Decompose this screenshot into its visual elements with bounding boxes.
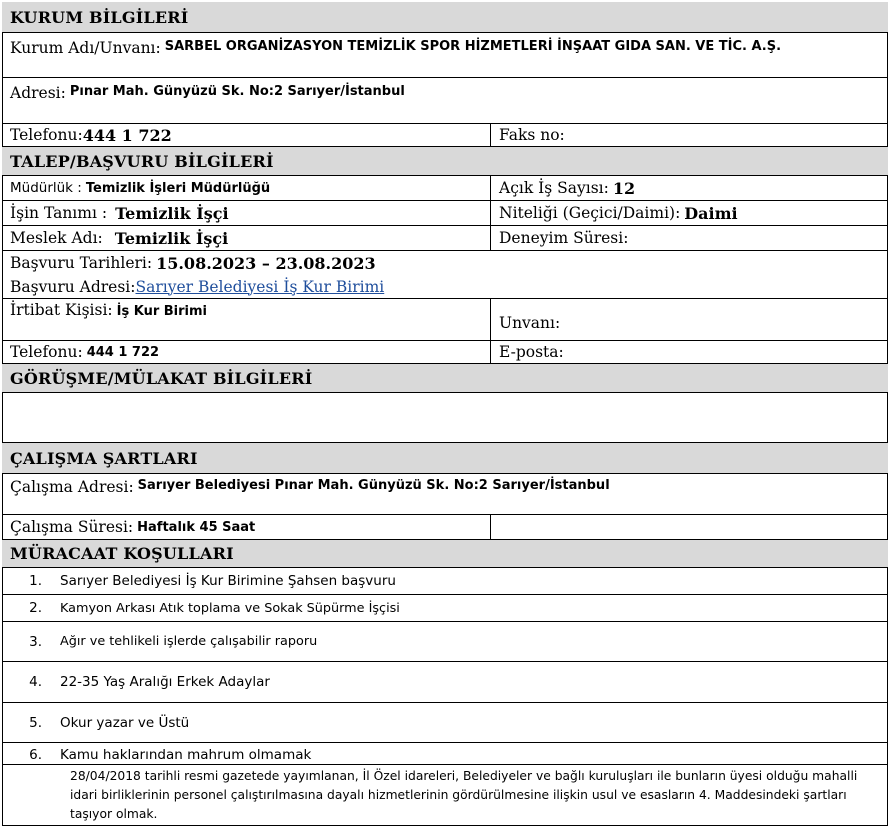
mudurluk-cell	[2, 176, 490, 200]
talep-irtibat-row	[2, 299, 888, 341]
tarihler-label: Başvuru Tarihleri:	[10, 254, 153, 272]
basvuru-adres-label: Başvuru Adresi:	[10, 277, 136, 296]
section-title: GÖRÜŞME/MÜLAKAT BİLGİLERİ	[10, 368, 313, 388]
calisma-adres-cell	[2, 474, 888, 514]
isin-tanimi-cell	[2, 201, 490, 225]
kurum-faks-label: Faks no:	[499, 126, 565, 144]
muracaat-note-row	[2, 765, 888, 826]
list-item-number: 4.	[29, 674, 42, 690]
section-title: TALEP/BAŞVURU BİLGİLERİ	[10, 151, 274, 171]
meslek-value: Temizlik İşçi	[114, 228, 229, 248]
irtibat-label: İrtibat Kişisi:	[10, 301, 113, 319]
isin-tanimi-label: İşin Tanımı :	[10, 204, 108, 222]
kurum-ad-label: Kurum Adı/Unvanı:	[10, 39, 161, 57]
talep-tarihler-row	[2, 251, 888, 275]
deneyim-label: Deneyim Süresi:	[499, 229, 629, 247]
list-item-text: Okur yazar ve Üstü	[60, 714, 190, 731]
section-header-muracaat	[2, 540, 888, 568]
list-item-cell	[2, 568, 888, 594]
list-item-number: 1.	[29, 573, 42, 589]
section-title: ÇALIŞMA ŞARTLARI	[10, 448, 198, 468]
irtibat-cell	[2, 299, 490, 340]
calisma-adres-value: Sarıyer Belediyesi Pınar Mah. Günyüzü Sk. No:2 Sarıyer/İstanbul	[137, 478, 610, 493]
calisma-sure-label: Çalışma Süresi:	[10, 518, 134, 536]
calisma-adres-row	[2, 474, 888, 515]
section-title: KURUM BİLGİLERİ	[10, 7, 189, 27]
talep-mudurluk-row	[2, 176, 888, 201]
kurum-adres-label: Adresi:	[10, 84, 66, 102]
list-item-text: Ağır ve tehlikeli işlerde çalışabilir raporu	[60, 634, 318, 649]
calisma-saatleri-cell	[490, 515, 888, 539]
niteligi-value: Daimi	[684, 203, 738, 223]
calisma-sure-cell	[2, 515, 490, 539]
talep-telefon-value: 444 1 722	[86, 344, 160, 360]
kurum-ad-row	[2, 33, 888, 78]
acik-is-label: Açık İş Sayısı:	[499, 179, 609, 197]
list-item-number: 6.	[29, 747, 42, 763]
mudurluk-label: Müdürlük :	[10, 180, 82, 196]
list-item-number: 5.	[29, 714, 42, 731]
list-item-text: Kamyon Arkası Atık toplama ve Sokak Süpürme İşçisi	[60, 600, 400, 616]
deneyim-cell	[490, 226, 888, 250]
kurum-adres-cell	[2, 78, 888, 123]
kurum-adres-value: Pınar Mah. Günyüzü Sk. No:2 Sarıyer/İstanbul	[69, 84, 405, 99]
tarihler-cell	[2, 251, 888, 275]
list-item-number: 2.	[29, 600, 42, 616]
talep-telefon-cell	[2, 341, 490, 363]
section-header-kurum	[2, 2, 888, 33]
talep-meslek-row	[2, 226, 888, 251]
muracaat-note: 28/04/2018 tarihli resmi gazetede yayımlanan, İl Özel idareleri, Belediyeler ve bağlı kuruluşları ile bunların üyesi olduğu mahalli idari birliklerinin personel çalıştırılmasına dayalı hizmetlerinin gördürülmesine ilişkin usul ve esasların 4. Maddesindeki şartları taşıyor olmak.	[70, 769, 858, 821]
kurum-ad-value: SARBEL ORGANİZASYON TEMİZLİK SPOR HİZMETLERİ İNŞAAT GIDA SAN. VE TİC. A.Ş.	[164, 39, 782, 54]
section-header-talep	[2, 147, 888, 176]
list-item-text: 22-35 Yaş Aralığı Erkek Adaylar	[60, 674, 270, 690]
list-item	[2, 743, 888, 765]
basvuru-adres-cell	[2, 275, 888, 298]
list-item	[2, 622, 888, 662]
kurum-telefon-row	[2, 124, 888, 147]
gorusme-empty-row	[2, 393, 888, 443]
list-item-cell	[2, 622, 888, 661]
list-item	[2, 595, 888, 622]
list-item-cell	[2, 703, 888, 742]
kurum-adres-row	[2, 78, 888, 124]
list-item-cell	[2, 595, 888, 621]
calisma-sure-row	[2, 515, 888, 540]
tarihler-value: 15.08.2023 – 23.08.2023	[156, 253, 376, 273]
list-item-cell	[2, 662, 888, 702]
kurum-telefon-label: Telefonu:	[10, 126, 83, 144]
list-item	[2, 662, 888, 703]
talep-telefon-row	[2, 341, 888, 364]
calisma-adres-label: Çalışma Adresi:	[10, 478, 134, 496]
niteligi-cell	[490, 201, 888, 225]
list-item-text: Sarıyer Belediyesi İş Kur Birimine Şahsen başvuru	[60, 573, 396, 589]
talep-adres-row	[2, 275, 888, 299]
acik-is-value: 12	[612, 178, 636, 198]
list-item-cell	[2, 743, 888, 764]
meslek-label: Meslek Adı:	[10, 229, 103, 247]
isin-tanimi-value: Temizlik İşçi	[115, 203, 229, 223]
basvuru-adres-link[interactable]: Sarıyer Belediyesi İş Kur Birimi	[135, 277, 385, 296]
eposta-cell	[490, 341, 888, 363]
niteligi-label: Niteliği (Geçici/Daimi):	[499, 204, 681, 222]
list-item	[2, 703, 888, 743]
list-item	[2, 568, 888, 595]
kurum-ad-cell	[2, 33, 888, 77]
kurum-telefon-value: 444 1 722	[82, 125, 172, 145]
section-header-calisma	[2, 443, 888, 474]
unvan-label: Unvanı:	[499, 314, 561, 332]
talep-telefon-label: Telefonu:	[10, 343, 83, 361]
meslek-cell	[2, 226, 490, 250]
kurum-telefon-cell	[2, 124, 490, 146]
mudurluk-value: Temizlik İşleri Müdürlüğü	[85, 180, 271, 196]
calisma-sure-value: Haftalık 45 Saat	[137, 519, 256, 535]
kurum-faks-cell	[490, 124, 888, 146]
talep-isin-tanimi-row	[2, 201, 888, 226]
list-item-text: Kamu haklarından mahrum olmamak	[60, 747, 312, 763]
list-item-number: 3.	[29, 633, 42, 650]
section-title: MÜRACAAT KOŞULLARI	[10, 544, 234, 563]
acik-is-cell	[490, 176, 888, 200]
unvan-cell	[490, 299, 888, 340]
section-header-gorusme	[2, 364, 888, 393]
irtibat-value: İş Kur Birimi	[116, 304, 207, 319]
eposta-label: E-posta:	[499, 343, 564, 361]
